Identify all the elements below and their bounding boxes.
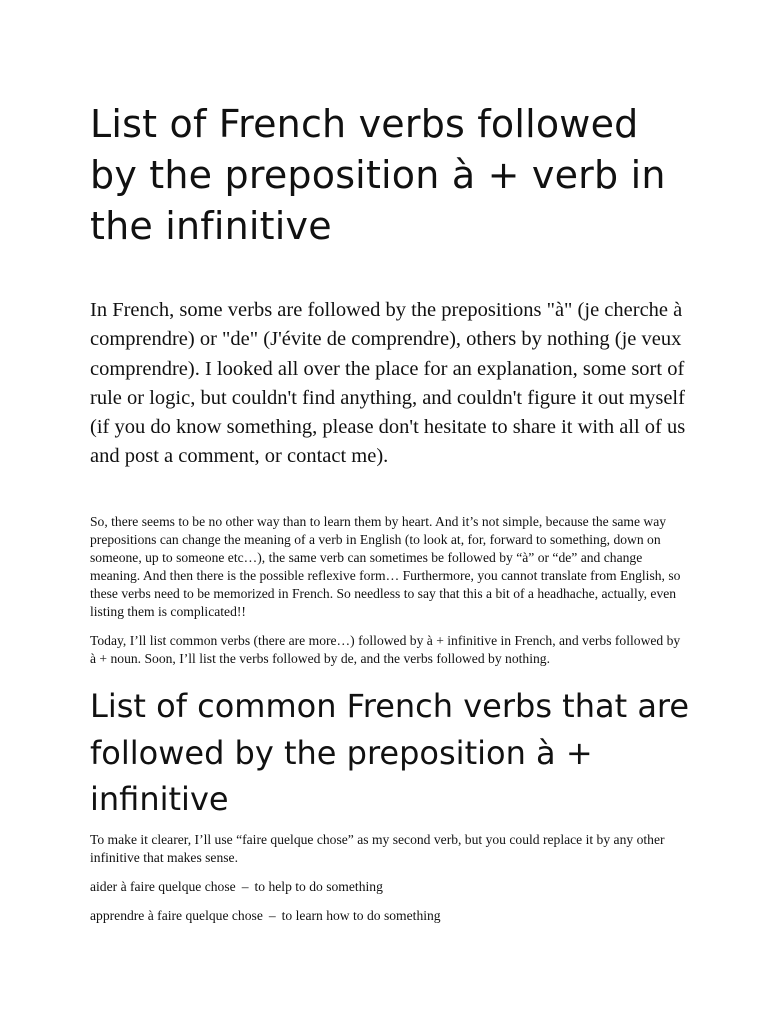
page-title: List of French verbs followed by the preposition à + verb in the infinitive: [90, 102, 666, 248]
verb-french: apprendre à faire quelque chose: [90, 908, 263, 923]
today-list-paragraph: Today, I’ll list common verbs (there are more…) followed by à + infinitive in French, and verbs followed by à + noun. Soon, I’ll list the verbs followed by de, and the verbs followed by nothing.: [90, 633, 681, 666]
intro-paragraph: In French, some verbs are followed by the prepositions "à" (je cherche à comprendre) or "de" (J'évite de comprendre), others by nothing (je veux comprendre). I looked all over the place for an explanation, some sort of rule or logic, but couldn't find anything, and couldn't figure it out myself (if you do know something, please don't hesitate to share it with all of us and post a comment, or contact me).: [90, 299, 686, 468]
learn-by-heart-paragraph: So, there seems to be no other way than to learn them by heart. And it’s not simple, because the same way prepositions can change the meaning of a verb in English (to look at, for, forward to something, down on someone, up to someone etc…), the same verb can sometimes be followed by “à” or “de” and change meaning. And then there is the possible reflexive form… Furthermore, you cannot translate from English, so these verbs need to be memorized in French. So needless to say that this a bit of a headhache, actually, even listing them is complicated!!: [90, 514, 681, 619]
verb-french: aider à faire quelque chose: [90, 879, 236, 894]
list-item: [90, 907, 686, 925]
list-item: [90, 878, 686, 896]
verb-dash: –: [268, 908, 276, 923]
verb-english: to help to do something: [254, 879, 383, 894]
clarification-paragraph: To make it clearer, I’ll use “faire quelque chose” as my second verb, but you could replace it by any other infinitive that makes sense.: [90, 832, 665, 865]
section-heading: List of common French verbs that are followed by the preposition à + infinitive: [90, 687, 690, 818]
verb-dash: –: [241, 879, 249, 894]
verb-english: to learn how to do something: [281, 908, 441, 923]
